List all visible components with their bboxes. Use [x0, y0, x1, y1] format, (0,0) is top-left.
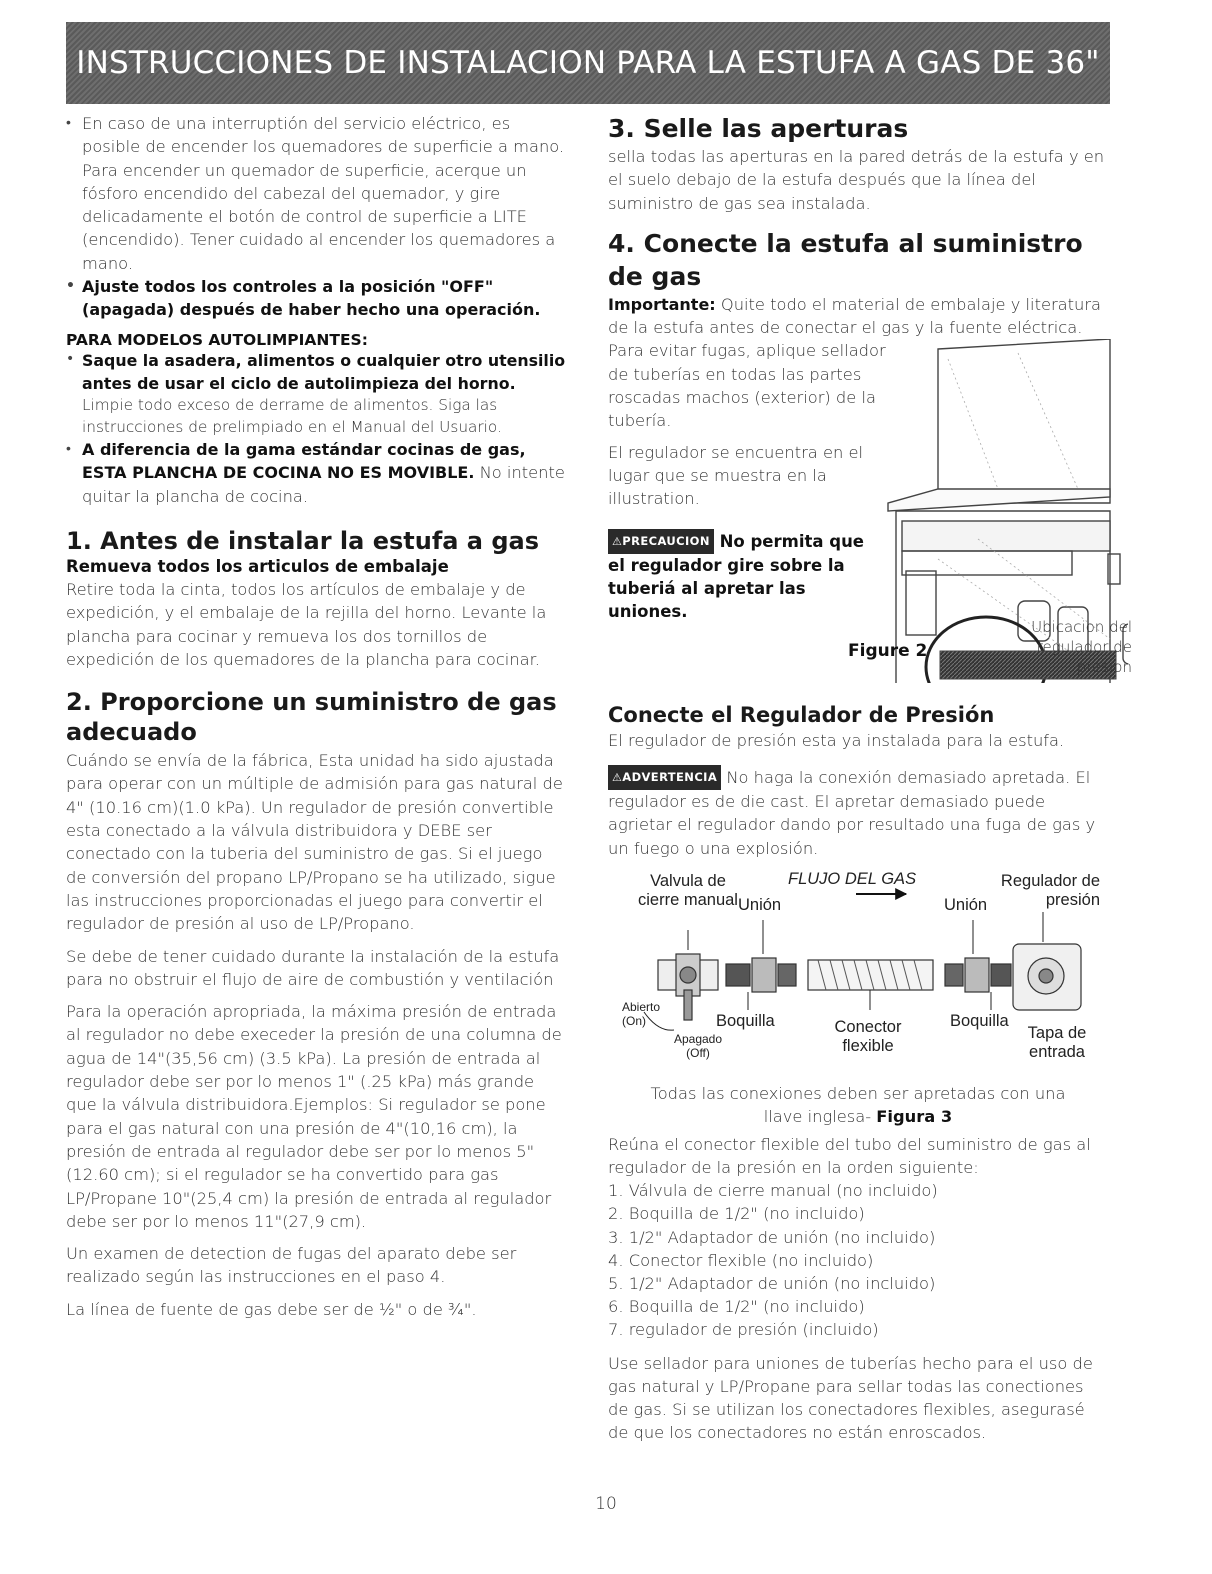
section-2-paragraph: Se debe de tener cuidado durante la instalación de la estufa para no obstruir el flujo de aire de combustión y ventilación: [66, 946, 560, 989]
label-nipple-left: Boquilla: [716, 1011, 775, 1030]
figure-3: [608, 869, 1108, 1082]
list-item: 1. Válvula de cierre manual (no incluido): [608, 1181, 938, 1201]
page-title: INSTRUCCIONES DE INSTALACION PARA LA ESTUFA A GAS DE 36": [76, 45, 1100, 81]
list-item: 7. regulador de presión (incluido): [608, 1320, 879, 1340]
section-1-subtitle: Remueva todos los articulos de embalaje: [66, 556, 449, 576]
section-1-text: Retire toda la cinta, todos los artículos de embalaje y de expedición, y el embalaje de la rejilla del horno. Levante la plancha para cocinar y remueva los dos tornillos de expedición de los quemadores de la plancha para cocinar.: [66, 579, 547, 669]
label-gas-flow: FLUJO DEL GAS: [788, 869, 917, 888]
section-3-title: 3. Selle las aperturas: [608, 114, 909, 143]
section-2-paragraph: Cuándo se envía de la fábrica, Esta unidad ha sido ajustada para operar con un múltiple de admisión para gas natural de 4" (10.16 cm)(1.0 kPa). Un regulador de presión convertible esta conectado a la válvula distribuidora y DEBE ser conectado con la tuberia del suministro de gas. Si el juego de conversión del propano LP/Propano se ha utilizado, sigue las instrucciones proporcionadas el juego para convertir el regulador de presión al uso de LP/Propano.: [66, 751, 563, 934]
important-label: Importante:: [608, 294, 716, 314]
section-2-paragraph: Un examen de detection de fugas del aparato debe ser realizado según las instrucciones en el paso 4.: [66, 1244, 517, 1287]
warning-badge: [608, 765, 721, 790]
warning-triangle-icon: ⚠: [612, 770, 623, 784]
warning-badge-text: ADVERTENCIA: [622, 769, 718, 784]
section-2-title: 2. Proporcione un suministro de gas adecuado: [66, 688, 557, 747]
list-item: 4. Conector flexible (no incluido): [608, 1250, 874, 1270]
label-union-left: Unión: [738, 895, 782, 914]
bullet-remove-broiler-bold: • Saque la asadera, alimentos o cualquier otro utensilio antes de usar el ciclo de autolimpieza del horno.: [82, 351, 566, 394]
page-number: 10: [595, 1494, 617, 1514]
assembly-steps: [608, 1179, 1108, 1341]
figure-3-caption-text: Todas las conexiones deben ser apretadas con una llave inglesa-: [650, 1083, 1066, 1127]
caution-block: [608, 529, 878, 623]
section-2-body: [66, 749, 566, 1321]
caution-badge-text: PRECAUCION: [622, 533, 710, 548]
sealant-paragraph: Use sellador para uniones de tuberías hecho para el uso de gas natural y LP/Propane para sellar todas las conectiones de gas. Si se utilizan los conectadores flexibles, asegurasé de que los conectadores no están enroscados.: [608, 1353, 1093, 1443]
page-header-banner: [66, 22, 1110, 104]
label-union-right: Unión: [944, 895, 988, 914]
figure-3-caption: [608, 1082, 1108, 1129]
label-flexible-connector: Conector flexible: [834, 1017, 902, 1055]
bullet-controls-off: • Ajuste todos los controles a la posición "OFF" (apagada) después de haber hecho una operación.: [66, 275, 566, 321]
label-off: Apagado (Off): [673, 1031, 723, 1060]
right-column: [608, 112, 1132, 1445]
bullet-griddle-bold: A diferencia de la gama estándar cocinas de gas, ESTA PLANCHA DE COCINA NO ES MOVIBLE.: [82, 440, 526, 483]
bullet-griddle-text: No intente quitar la plancha de cocina.: [82, 463, 565, 506]
section-4-title: 4. Conecte la estufa al suministro de gas: [608, 228, 1083, 291]
bullet-remove-broiler-text: Limpie todo exceso de derrame de alimentos. Siga las instrucciones de prelimpiado en el Manual del Usuario.: [82, 396, 502, 436]
bullet-griddle-not-removable: [66, 438, 566, 508]
warning-text: No haga la conexión demasiado apretada. El regulador es de die cast. El apretar demasiado puede agrietar el regulador dando por resultado una fuga de gas y un fuego o una explosión.: [608, 767, 1096, 858]
selfclean-heading: PARA MODELOS AUTOLIMPIANTES:: [66, 331, 368, 350]
section-2-paragraph: La línea de fuente de gas debe ser de ½" o de ¾".: [66, 1299, 477, 1319]
section-4-important: [608, 293, 1108, 340]
warning-triangle-icon: ⚠: [612, 534, 623, 548]
label-on: Abierto (On): [622, 999, 661, 1028]
list-item: 3. 1/2" Adaptador de unión (no incluido): [608, 1227, 936, 1247]
label-nipple-right: Boquilla: [950, 1011, 1009, 1030]
section-1-title: 1. Antes de instalar la estufa a gas: [66, 526, 540, 555]
section-2-paragraph: Para la operación apropriada, la máxima presión de entrada al regulador no debe execeder la presión de una columna de agua de 14"(35,56 cm) (3.5 kPa). La presión de entrada al regulador debe ser por lo menos 1" (.25 kPa) más grande que la válvula distribuidora.Ejemplos: Si regulador se pone para el gas natural con una presión de 4"(10,16 cm), la presión de entrada al regulador debe ser por lo menos 5"(12.60 cm); si el regulador se ha convertido para gas LP/Propane 10"(25,4 cm) la presión de entrada al regulador debe ser por lo menos 11"(27,9 cm).: [66, 1002, 562, 1231]
bullet-power-outage: • En caso de una interruptión del servicio eléctrico, es posible de encender los quemadores de superficie a mano. Para encender un quemador de superficie, acerque un fósforo encendido del cabezal del quemador, y gire delicadamente el botón de control de superficie a LITE (encendido). Tener cuidado al encender los quemadores a mano.: [66, 112, 566, 275]
label-regulator: Regulador de presión: [1000, 871, 1100, 909]
caution-badge: [608, 529, 714, 554]
figure-2-label: Figure 2: [848, 641, 928, 662]
regulator-section-title: Conecte el Regulador de Presión: [608, 703, 995, 728]
section-3-text: sella todas las aperturas en la pared detrás de la estufa y en el suelo debajo de la estufa después que la línea del suministro de gas sea instalada.: [608, 147, 1105, 213]
regulator-location-text: El regulador se encuentra en el lugar que se muestra en la illustration.: [608, 442, 863, 509]
regulator-section-text: El regulador de presión esta ya instalada para la estufa.: [608, 731, 1065, 751]
figure-2-caption: Ubicacion del regulador de presion: [1031, 618, 1132, 676]
label-inlet-cap: Tapa de entrada: [1027, 1023, 1087, 1061]
important-text: Quite todo el material de embalaje y literatura de la estufa antes de conectar el gas y la fuente eléctrica.: [608, 294, 1102, 338]
list-item: 2. Boquilla de 1/2" (no incluido): [608, 1204, 865, 1224]
bullet-remove-broiler: [66, 349, 566, 438]
sealant-instruction: Para evitar fugas, aplique sellador de tuberías en todas las partes roscadas machos (exterior) de la tubería.: [608, 341, 886, 431]
warning-block: [608, 765, 1108, 860]
left-column: [66, 112, 566, 1321]
label-shutoff-valve: Valvula de cierre manual: [638, 871, 738, 909]
list-item: 6. Boquilla de 1/2" (no incluido): [608, 1297, 865, 1317]
figure-2-text: [608, 339, 908, 622]
caution-text: No permita que el regulador gire sobre la tuberiá al apretar las uniones.: [608, 531, 865, 621]
assembly-intro: Reúna el conector flexible del tubo del suministro de gas al regulador de la presión en la orden siguiente:: [608, 1134, 1091, 1177]
list-item: 5. 1/2" Adaptador de unión (no incluido): [608, 1273, 936, 1293]
figure-3-label: Figura 3: [876, 1107, 953, 1127]
